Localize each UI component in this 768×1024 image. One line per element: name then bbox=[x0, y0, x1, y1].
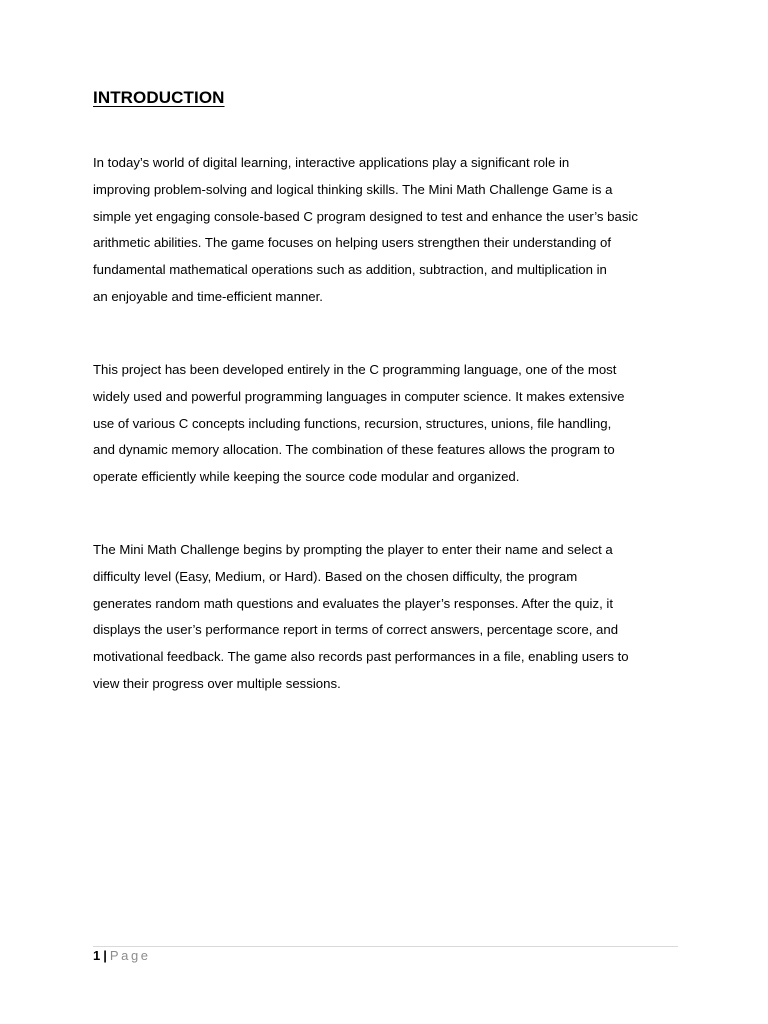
paragraph-line: improving problem-solving and logical thinking skills. The Mini Math Challenge Game is a bbox=[93, 181, 613, 197]
paragraph-line: fundamental mathematical operations such as addition, subtraction, and multiplication in bbox=[93, 262, 607, 278]
paragraph-language bbox=[93, 357, 683, 491]
page-label: Page bbox=[109, 948, 151, 963]
paragraph-line: displays the user’s performance report in terms of correct answers, percentage score, and bbox=[93, 622, 619, 638]
page-footer bbox=[93, 948, 151, 964]
section-heading: INTRODUCTION bbox=[93, 88, 225, 107]
paragraph-line: motivational feedback. The game also records past performances in a file, enabling users to bbox=[93, 649, 629, 665]
paragraph-line: and dynamic memory allocation. The combination of these features allows the program to bbox=[93, 442, 615, 458]
footer-divider bbox=[93, 946, 678, 947]
paragraph-line: simple yet engaging console-based C program designed to test and enhance the user’s basic bbox=[93, 208, 638, 224]
paragraph-intro bbox=[93, 150, 683, 311]
paragraph-line: use of various C concepts including functions, recursion, structures, unions, file handling, bbox=[93, 415, 612, 431]
paragraph-line: In today’s world of digital learning, interactive applications play a significant role in bbox=[93, 155, 570, 170]
paragraph-line: This project has been developed entirely in the C programming language, one of the most bbox=[93, 362, 617, 377]
paragraph-line: generates random math questions and evaluates the player’s responses. After the quiz, it bbox=[93, 595, 613, 611]
paragraph-gameplay bbox=[93, 537, 683, 698]
paragraph-line: an enjoyable and time-efficient manner. bbox=[93, 288, 323, 304]
page-number: 1 bbox=[93, 948, 101, 963]
paragraph-line: widely used and powerful programming languages in computer science. It makes extensive bbox=[93, 388, 625, 404]
paragraph-line: difficulty level (Easy, Medium, or Hard). Based on the chosen difficulty, the program bbox=[93, 568, 578, 584]
paragraph-line: arithmetic abilities. The game focuses on helping users strengthen their understanding of bbox=[93, 235, 612, 251]
paragraph-line: view their progress over multiple sessions. bbox=[93, 675, 341, 691]
paragraph-line: operate efficiently while keeping the source code modular and organized. bbox=[93, 469, 520, 485]
footer-separator: | bbox=[103, 948, 107, 963]
paragraph-line: The Mini Math Challenge begins by prompting the player to enter their name and select a bbox=[93, 542, 613, 557]
